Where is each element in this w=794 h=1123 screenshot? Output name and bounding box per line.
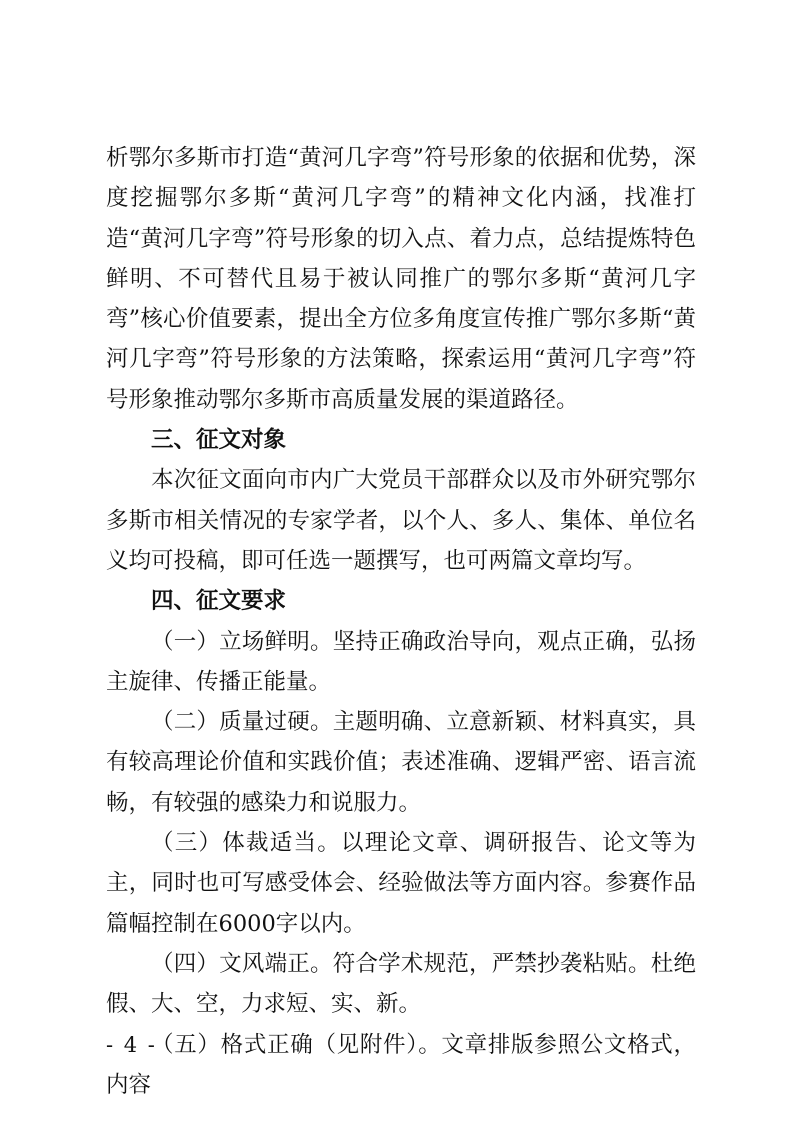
requirement-item-1: （一）立场鲜明。坚持正确政治导向，观点正确，弘扬主旋律、传播正能量。 xyxy=(106,628,696,695)
section-heading-requirements: 四、征文要求 xyxy=(151,588,287,615)
requirement-item-2: （二）质量过硬。主题明确、立意新颖、材料真实，具有较高理论价值和实践价值；表述准确、逻辑严密、语言流畅，有较强的感染力和说服力。 xyxy=(106,709,696,816)
document-body xyxy=(106,138,696,1105)
page-number: - 4 - xyxy=(106,1033,157,1057)
requirement-item-4: （四）文风端正。符合学术规范，严禁抄袭粘贴。杜绝假、大、空，力求短、实、新。 xyxy=(106,950,696,1018)
section-heading-applicants: 三、征文对象 xyxy=(151,427,287,454)
body-paragraph-applicants: 本次征文面向市内广大党员干部群众以及市外研究鄂尔多斯市相关情况的专家学者，以个人、多人、集体、单位名义均可投稿，即可任选一题撰写，也可两篇文章均写。 xyxy=(106,467,696,574)
requirement-item-3: （三）体裁适当。以理论文章、调研报告、论文等为主，同时也可写感受体会、经验做法等方面内容。参赛作品篇幅控制在6000字以内。 xyxy=(106,830,696,937)
body-paragraph-continued: 析鄂尔多斯市打造“黄河几字弯”符号形象的依据和优势，深度挖掘鄂尔多斯“黄河几字弯”的精神文化内涵，找准打造“黄河几字弯”符号形象的切入点、着力点，总结提炼特色鲜明、不可替代且易于被认同推广的鄂尔多斯“黄河几字弯”核心价值要素，提出全方位多角度宣传推广鄂尔多斯“黄河几字弯”符号形象的方法策略，探索运用“黄河几字弯”符号形象推动鄂尔多斯市高质量发展的渠道路径。 xyxy=(106,145,696,413)
requirement-item-5: （五）格式正确（见附件）。文章排版参照公文格式，内容 xyxy=(106,1031,696,1098)
